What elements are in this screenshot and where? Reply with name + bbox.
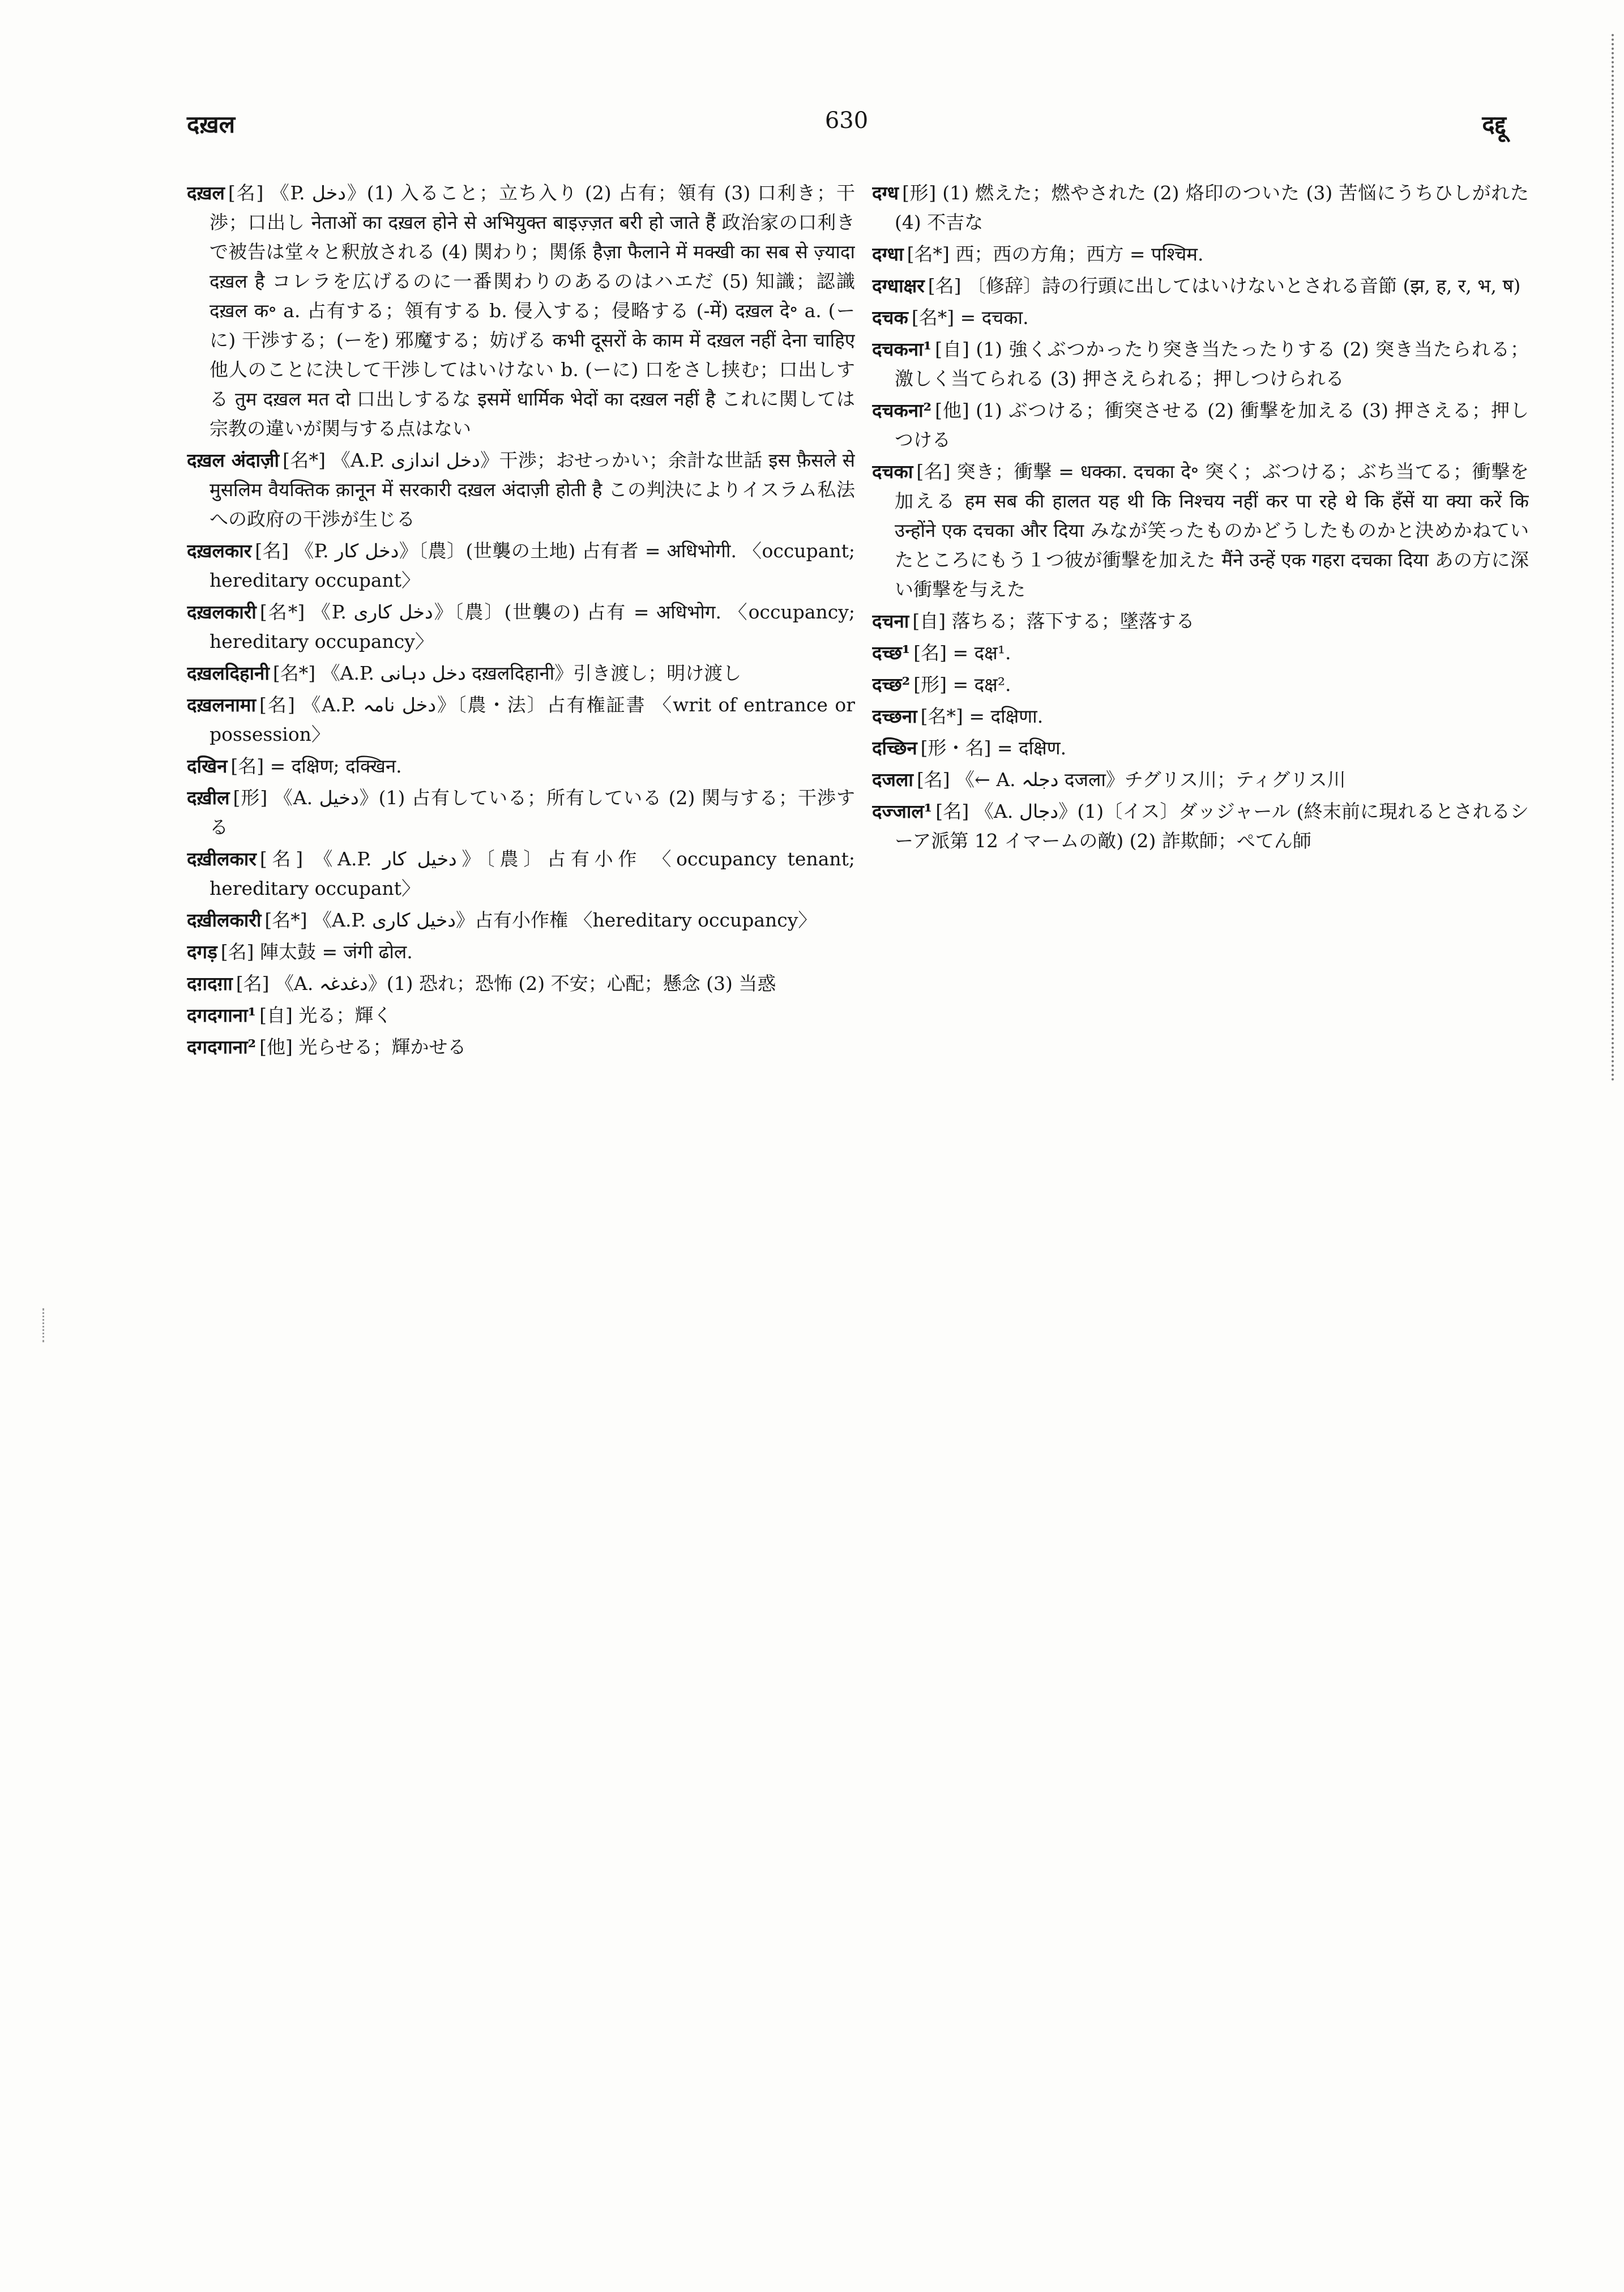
entry-headword: दचना [872, 610, 909, 632]
dictionary-entry [187, 178, 855, 443]
dictionary-entry [187, 969, 855, 998]
entry-definition: [名] 《A. دجال》(1)〔イス〕ダッジャール (終末前に現れるとされるシーア派第 12 イマームの敵) (2) 詐欺師；ぺてん師 [895, 800, 1529, 852]
entry-definition: [名*] 西；西の方角；西方 = पश्चिम. [907, 243, 1204, 265]
entry-headword: दचका [872, 460, 913, 483]
dictionary-entry [872, 670, 1529, 699]
entry-headword: दचकना¹ [872, 338, 932, 360]
entry-definition: [形] 《A. دخیل》(1) 占有している；所有している (2) 関与する；干渉する [210, 787, 855, 838]
entry-headword: दख़ल [187, 182, 225, 204]
entry-headword: दग्धा [872, 243, 904, 265]
entry-headword: दगड़ [187, 941, 217, 963]
dictionary-entry [872, 733, 1529, 763]
dictionary-entry [187, 690, 855, 749]
entry-definition: [名*] = दक्षिणा. [920, 705, 1044, 727]
dictionary-entry [872, 702, 1529, 731]
dictionary-entry [187, 536, 855, 595]
dictionary-entry [872, 178, 1529, 237]
dictionary-entry [872, 396, 1529, 455]
entry-headword: दख़ीलकार [187, 848, 257, 870]
entry-headword: दच्छ² [872, 673, 911, 695]
entry-headword: दख़लदिहानी [187, 662, 270, 684]
entry-definition: [形・名] = दक्षिण. [920, 737, 1067, 759]
entry-definition: [名] 陣太鼓 = जंगी ढोल. [220, 941, 413, 963]
page-number: 630 [824, 108, 869, 134]
entry-definition: [名] 《← A. دجلہ दजला》チグリス川；ティグリス川 [916, 769, 1346, 791]
entry-definition: [名*] 《A.P. دخل دہانی दख़लदिहानी》引き渡し；明け渡し [272, 662, 742, 684]
entry-headword: दच्छना [872, 705, 917, 727]
entry-definition: [名*] 《P. دخل کاری》〔農〕(世襲の) 占有 = अधिभोग. 〈occupancy; hereditary occupancy〉 [210, 601, 855, 652]
entry-headword: दचकना² [872, 399, 932, 421]
entry-definition: [名] 《A.P. دخل نامہ》〔農・法〕占有権証書 〈writ of entrance or possession〉 [210, 694, 855, 745]
dictionary-entry [872, 457, 1529, 604]
entry-definition: [名] 《A. دغدغہ》(1) 恐れ；恐怖 (2) 不安；心配；懸念 (3) 当惑 [236, 972, 776, 995]
entry-headword: दख़ील [187, 787, 230, 809]
entry-headword: दख़लकार [187, 540, 252, 562]
binding-dots [42, 1308, 48, 1342]
entry-definition: [他] 光らせる；輝かせる [259, 1036, 467, 1058]
entry-definition: [名] = दक्षिण; दक्खिन. [230, 755, 402, 777]
page-edge-dots [1606, 34, 1614, 1082]
dictionary-entry [872, 271, 1529, 301]
entry-definition: [名*] 《A.P. دخل اندازی》干渉；おせっかい；余計な世話 इस फ़ैसले से मुसलिम वैयक्तिक क़ानून में सरकारी दख़ल अंदाज़ी होती है この判決によりイスラム私法への政府の干渉が生じる [210, 449, 855, 530]
dictionary-entry [187, 906, 855, 935]
dictionary-entry [187, 844, 855, 903]
entry-definition: [名*] = दचका. [911, 306, 1029, 328]
entry-definition: [名] 《P. دخل》(1) 入ること；立ち入り (2) 占有；領有 (3) 口利き；干渉；口出し नेताओं का दख़ल होने से अभियुक्त बाइज़्ज़त बरी हो जाते हैं 政治家の口利きで被告は堂々と釈放される (4) 関わり；関係 हैज़ा फैलाने में मक्खी का सब से ज़्यादा दख़ल है コレラを広げるのに一番関わりのあるのはハエだ (5) 知識；認識 दख़ल क॰ a. 占有する；領有する b. 侵入する；侵略する (-में) दख़ल दे॰ a. (ーに) 干渉する；(ーを) 邪魔する；妨げる कभी दूसरों के काम में दख़ल नहीं देना चाहिए 他人のことに決して干渉してはいけない b. (ーに) 口をさし挟む；口出しする तुम दख़ल मत दो 口出しするな इसमें धार्मिक भेदों का दख़ल नहीं है これに関しては宗教の違いが関与する点はない [210, 182, 855, 439]
dictionary-entry [187, 1001, 855, 1030]
entry-definition: [名] 〔修辞〕詩の行頭に出してはいけないとされる音節 (झ, ह, र, भ, ष) [928, 275, 1521, 297]
entry-headword: दख़ीलकारी [187, 909, 262, 931]
entry-headword: दचक [872, 306, 908, 328]
entry-headword: दग्ध [872, 182, 899, 204]
dictionary-entry [872, 638, 1529, 668]
left-guide-word: दख़ल [187, 110, 236, 138]
dictionary-entry [872, 335, 1529, 394]
entry-headword: दग्धाक्षर [872, 275, 925, 297]
entry-headword: दगदगाना² [187, 1036, 257, 1058]
entry-definition: [名*] 《A.P. دخیل کاری》占有小作権 〈hereditary occupancy〉 [264, 909, 817, 931]
dictionary-entry [872, 765, 1529, 795]
entry-definition: [形] (1) 燃えた；燃やされた (2) 烙印のついた (3) 苦悩にうちひしがれた (4) 不吉な [895, 182, 1529, 233]
entry-headword: दच्छ¹ [872, 642, 911, 664]
entry-definition: [他] (1) ぶつける；衝突させる (2) 衝撃を加える (3) 押さえる；押しつける [895, 399, 1529, 451]
entry-definition: [名] 《P. دخل کار》〔農〕(世襲の土地) 占有者 = अधिभोगी. 〈occupant; hereditary occupant〉 [210, 540, 855, 591]
dictionary-entry [187, 597, 855, 656]
entry-headword: दख़लकारी [187, 601, 257, 623]
dictionary-entry [187, 1032, 855, 1062]
entry-headword: दज्जाल¹ [872, 800, 933, 822]
dictionary-entry [187, 937, 855, 967]
entry-headword: दग़दग़ा [187, 972, 233, 995]
entry-headword: दखिन [187, 755, 228, 777]
dictionary-entry [872, 607, 1529, 636]
entry-headword: दच्छिन [872, 737, 917, 759]
right-guide-word: दद्दू [1482, 110, 1506, 138]
entry-definition: [名] 突き；衝撃 = धक्का. दचका दे॰ 突く；ぶつける；ぶち当てる；衝撃を加える हम सब की हालत यह थी कि निश्चय नहीं कर पा रहे थे कि हँसें या क्या करें कि उन्होंने एक दचका और दिया みなが笑ったものかどうしたものかと決めかねていたところにもう１つ彼が衝撃を加えた मैंने उन्हें एक गहरा दचका दिया あの方に深い衝撃を与えた [895, 460, 1529, 600]
dictionary-entry [872, 303, 1529, 332]
entry-headword: दजला [872, 769, 913, 791]
entry-definition: [自] 光る；輝く [259, 1004, 392, 1026]
entry-definition: [形] = दक्ष². [913, 673, 1011, 695]
left-column [187, 178, 855, 2229]
dictionary-entry [872, 797, 1529, 856]
entry-headword: दख़ल अंदाज़ी [187, 449, 280, 471]
entry-headword: दगदगाना¹ [187, 1004, 257, 1026]
dictionary-entry [872, 240, 1529, 269]
page-header [187, 108, 1506, 147]
dictionary-entry [187, 783, 855, 842]
dictionary-entry [187, 446, 855, 534]
entry-definition: [自] (1) 強くぶつかったり突き当たったりする (2) 突き当たられる；激しく当てられる (3) 押さえられる；押しつけられる [895, 338, 1529, 390]
entry-definition: [名] = दक्ष¹. [913, 642, 1011, 664]
dictionary-entry [187, 659, 855, 688]
entry-definition: [名] 《A.P. دخیل کار》〔農〕占有小作 〈occupancy tenant; hereditary occupant〉 [210, 848, 855, 899]
dictionary-entry [187, 752, 855, 781]
right-column [872, 178, 1529, 2229]
entry-definition: [自] 落ちる；落下する；墜落する [912, 610, 1195, 632]
entry-headword: दख़लनामा [187, 694, 257, 716]
